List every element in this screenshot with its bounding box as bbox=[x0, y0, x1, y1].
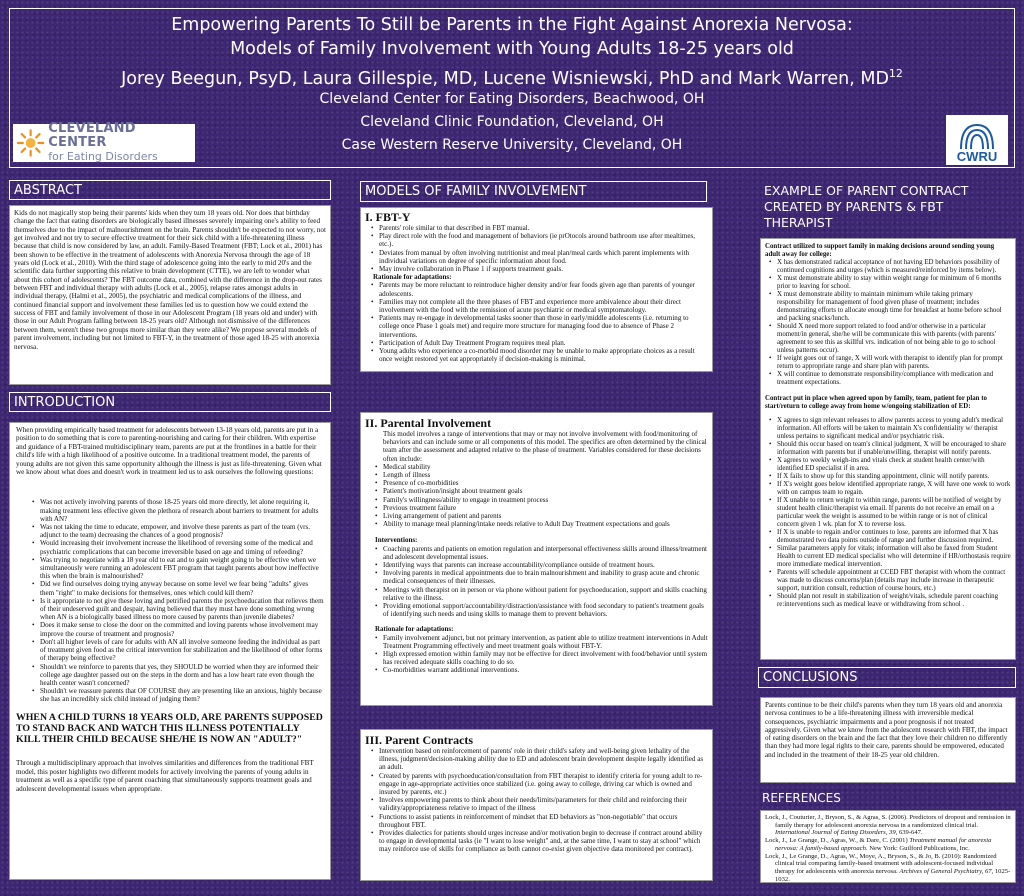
list-item: • X must demonstrate ability to maintain minimum while taking primary responsibility for management of food given phase of treatment; includes demonstrating efforts to allocate enough time for breakfast at home before school and packing snacks/lunch. bbox=[767, 291, 1011, 323]
parental-rationale-label: Rationale for adaptations: bbox=[375, 625, 454, 634]
list-item: • Was not taking the time to educate, empower, and involve these parents as part of the team (vrs. adjunct to the team) decreasing the chances of a good prognosis? bbox=[30, 523, 324, 539]
list-item: • Intervention based on reinforcement of parents' role in their child's safety and well-being given lethality of the illness, judgment/decision-making ability due to ED and adolescent brain development despite legally identified as an adult. bbox=[369, 747, 708, 772]
reference-item: Lock, J., Couturier, J., Bryson, S., & Agras, S. (2006). Predictors of dropout and remission in family therapy for adolescent anorexia nervosa in a randomized clinical trial. International Journal of Eating Disorders, 39, 639-647. bbox=[765, 814, 1011, 837]
introduction-box bbox=[9, 422, 331, 880]
contract-section1-title: Contract utilized to support family in making decisions around sending young adult away for college: bbox=[765, 243, 995, 258]
list-item: • Created by parents with psychoeducation/consultation from FBT therapist to identify criteria for young adult to re-engage in age-appropriate activities once stabilized (i.e. going away to college, driving car which is owned and insured by parents, etc.) bbox=[369, 772, 708, 797]
parental-involvement-box bbox=[360, 412, 713, 706]
abstract-title: ABSTRACT bbox=[9, 180, 331, 200]
list-item: • Involves empowering parents to think about their needs/limits/parameters for their child and reinforcing their validity/appropriateness relative to impact of the illness bbox=[369, 796, 708, 812]
list-item: • High expressed emotion within family may not be effective for direct involvement with food/behavior until system has received adequate skills coaching to do so. bbox=[373, 650, 708, 666]
list-item: • Families may not complete all the three phases of FBT and experience more ambivalence about their direct involvement with the food with the remission of acute psychiatric or medical symptomatology. bbox=[369, 298, 708, 314]
list-item: • X must demonstrate ability to stay within weight range for minimum of 6 months prior to leaving for school. bbox=[767, 275, 1011, 291]
parent-contracts-box bbox=[360, 729, 713, 881]
parental-intro: This model involves a range of interventions that may or may not involve involvement with food/monitoring of behaviors and can include some or all components of this model. The specifics are often determined by the clinical team after the assessment and adapted relative to the phase of treatment. Variables considered for these decisions often include: bbox=[383, 430, 707, 463]
list-item: • Should plan not result in stabilization of weight/vitals, schedule parent coaching re:interventions such as medical leave or withdrawing from school . bbox=[767, 593, 1011, 609]
cwru-arc-icon bbox=[957, 122, 997, 150]
fbt-y-rationale-label: Rationale for adaptations: bbox=[373, 273, 452, 282]
list-item: • Co-morbidities warrant additional interventions. bbox=[373, 666, 708, 674]
list-item: • Medical stability bbox=[373, 463, 708, 471]
introduction-title: INTRODUCTION bbox=[9, 392, 331, 412]
introduction-questions bbox=[16, 498, 324, 703]
poster-title-line2: Models of Family Involvement with Young Adults 18-25 years old bbox=[230, 39, 794, 59]
list-item: • Involving parents in medical appointments due to brain malnourishment and inability to grasp acute and chronic medical consequences of their illnesses. bbox=[373, 569, 708, 585]
fbt-y-box bbox=[360, 207, 713, 372]
list-item: • Provides dialectics for patients should urges increase and/or motivation begin to decrease if contract around ability to engage in developmental tasks (ie "I want to lose weight" and, at the same time, I want to stay at school" which may reinforce use of skills for compliance as both cannot co-exist given objective data monitored per contract). bbox=[369, 829, 708, 854]
affiliation-3: Case Western Reserve University, Cleveland, OH bbox=[341, 137, 683, 153]
list-item: • If X fails to show up for this standing appointment, clinic will notify parents. bbox=[767, 473, 1011, 481]
fbt-y-rationale-list bbox=[365, 281, 708, 363]
references-title: REFERENCES bbox=[762, 791, 841, 805]
list-item: • Is it appropriate to not give these loving and petrified parents the psychoeducation that relieves them of their undeserved guilt and despair, having believed that they must have done something wrong when AN is a biologically based illness no more caused by parents than juvenile diabetes? bbox=[30, 597, 324, 622]
list-item: • Play direct role with the food and management of behaviors (ie prOtocols around bathroom use after mealtimes, etc.). bbox=[369, 232, 708, 248]
decision-variables-list bbox=[365, 463, 708, 529]
list-item: • Ability to manage meal planning/intake needs relative to Adult Day Treatment expectations and goals bbox=[373, 520, 708, 528]
list-item: • Length of illness bbox=[373, 471, 708, 479]
list-item: • Young adults who experience a co-morbid mood disorder may be unable to make appropriate choices as a result once weight restored yet eat appropriately if decision-making is minimal. bbox=[369, 347, 708, 363]
list-item: • If X is unable to regain and/or continues to lose, parents are informed that X has demonstrated two data points outside of range and further discussion required. bbox=[767, 529, 1011, 545]
introduction-callout: WHEN A CHILD TURNS 18 YEARS OLD, ARE PARENTS SUPPOSED TO STAND BACK AND WATCH THIS ILLNESS POTENTIALLY KILL THEIR CHILD BECAUSE SHE/HE IS NOW AN "ADULT?" bbox=[16, 711, 323, 746]
list-item: • Did we find ourselves doing trying anyway because on some level we fear being "adults" gives them "right" to make decisions for themselves, ones which could kill them? bbox=[30, 580, 324, 596]
parental-involvement-heading: II. Parental Involvement bbox=[365, 416, 492, 430]
list-item: • May involve collaboration in Phase 1 if supports treatment goals. bbox=[369, 265, 708, 273]
contract-section2-title: Contract put in place when agreed upon by family, team, patient for plan to start/return to college away from home w/ongoing stabilization of ED: bbox=[765, 395, 987, 410]
list-item: • Was not actively involving parents of those 18-25 years old more directly, let alone requiring it, making treatment less effective given the plethora of research about barriers to treatment for adults with AN? bbox=[30, 498, 324, 523]
list-item: • Coaching parents and patients on emotion regulation and interpersonal effectiveness skills around illness/treatment and adolescent developmental issues. bbox=[373, 545, 708, 561]
list-item: • Parents may be more reluctant to reintroduce higher density and/or fear foods given age than parents of younger adolescents. bbox=[369, 281, 708, 297]
fbt-y-heading: I. FBT-Y bbox=[365, 210, 411, 224]
list-item: • Identifying ways that parents can increase accountability/compliance outside of treatment hours. bbox=[373, 561, 708, 569]
list-item: • Family's willingness/ability to engage in treatment process bbox=[373, 496, 708, 504]
list-item: • X has demonstrated radical acceptance of not having ED behaviors possibility of continued cognitions and urges (which is measured/reinforced by items below). bbox=[767, 259, 1011, 275]
list-item: • Family involvement adjunct, but not primary intervention, as patient able to utilize treatment interventions in Adult Treatment Programming effectively and meet treatment goals without FBT-Y. bbox=[373, 634, 708, 650]
interventions-label: Interventions: bbox=[375, 536, 418, 545]
parental-rationale-list bbox=[365, 634, 708, 675]
list-item: • Does it make sense to close the door on the committed and loving parents whose involvement may improve the course of treatment and prognosis? bbox=[30, 621, 324, 637]
list-item: • Presence of co-morbidities bbox=[373, 479, 708, 487]
list-item: • Providing emotional support/accountability/distraction/assistance with food secondary to patient's treatment goals of identifying such needs and using skills to manage them to prevent behaviors. bbox=[373, 602, 708, 618]
list-item: • If weight goes out of range, X will work with therapist to identify plan for prompt return to appropriate range and share plan with parents. bbox=[767, 355, 1011, 371]
models-title: MODELS OF FAMILY INVOLVEMENT bbox=[360, 181, 707, 202]
list-item: • Patients may re-engage in developmental tasks sooner than those in early/middle adolescents (i.e. returning to college once Phase 1 goals met) and require more structure for managing food due to absence of Phase 2 interventions. bbox=[369, 314, 708, 339]
conclusions-box bbox=[760, 697, 1016, 783]
conclusions-title: CONCLUSIONS bbox=[758, 667, 1016, 688]
list-item: • Living arrangement of patient and parents bbox=[373, 512, 708, 520]
list-item: • Similar parameters apply for vitals; information will also be faxed from Student Health to current ED medical specialist who will determine if HR/orthostasis require more immediate medical intervention. bbox=[767, 545, 1011, 569]
list-item: • X agrees to weekly weigh-ins and vitals check at student health center/with identified ED specialist if in area. bbox=[767, 457, 1011, 473]
authors-superscript: 12 bbox=[888, 67, 903, 80]
cleveland-center-logo bbox=[13, 121, 195, 163]
cwru-logo bbox=[946, 115, 1008, 165]
list-item: • X agrees to sign relevant releases to allow parents access to young adult's medical information. All efforts will be taken to maintain X's confidentiality w/ therapist unless pertains to significant medical and/or psychiatric risk. bbox=[767, 417, 1011, 441]
logo-text-line2: for Eating Disorders bbox=[48, 150, 158, 163]
list-item: • Was trying to negotiate with a 18 year old to eat and to gain weight going to be effective when we simultaneously were running an adolescent FBT program that taught parents about how ineffective this when the brain is malnourished? bbox=[30, 556, 324, 581]
list-item: • Parents will schedule appointment at CCED FBT therapist with whom the contract was made to discuss concerns/plan (details may include increase in therapeutic support, nutrition consult, reduction of course hours, etc.) bbox=[767, 569, 1011, 593]
introduction-closing: Through a multidisciplinary approach that involves similarities and differences from the traditional FBT model, this poster highlights two different models for actively involving the parents of young adults in treatment as well as a specific type of parent coaching that simultaneously supports treatment goals and adolescent developmental issues when appropriate. bbox=[16, 759, 314, 793]
list-item: • Should X need more support related to food and/or otherwise in a particular moment/in general, she/he will be communicate this with parents (with parents' agreement to see this as skillful vrs. indication of not being able to go to school unless patterns occur). bbox=[767, 323, 1011, 355]
list-item: • Deviates from manual by often involving nutritionist and meal plan/meal cards which parent implements with individual variations on degree of specific information about food. bbox=[369, 249, 708, 265]
list-item: • Participation of Adult Day Treatment Program requires meal plan. bbox=[369, 339, 708, 347]
contract-example-box bbox=[760, 238, 1016, 660]
list-item: • Parents' role similar to that described in FBT manual. bbox=[369, 224, 708, 232]
list-item: • Previous treatment failure bbox=[373, 504, 708, 512]
list-item: • Patient's motivation/insight about treatment goals bbox=[373, 487, 708, 495]
list-item: • If X unable to return weight to within range, parents will be notified of weight by student health clinic/therapist via email. If parents do not receive an email on a particular week the weight is assumed to be within range or is not of clinical concern given 1 wk. plan for X to reverse loss. bbox=[767, 497, 1011, 529]
list-item: • X will continue to demonstrate responsibility/compliance with medication and treatment expectations. bbox=[767, 371, 1011, 387]
poster-title-line1: Empowering Parents To Still be Parents in the Fight Against Anorexia Nervosa: bbox=[171, 15, 853, 35]
affiliation-1: Cleveland Center for Eating Disorders, Beachwood, OH bbox=[319, 91, 705, 107]
list-item: • Don't all higher levels of care for adults with AN all involve someone feeding the individual as part of treatment given food as the critical intervention for stabilization and the likelihood of other forms of therapy being effective? bbox=[30, 638, 324, 663]
parent-contracts-list bbox=[365, 747, 708, 854]
contract-section1-list bbox=[765, 259, 1011, 387]
abstract-box bbox=[9, 205, 331, 385]
list-item: • If X's weight goes below identified appropriate range, X will have one week to work with on campus team to regain. bbox=[767, 481, 1011, 497]
introduction-text: When providing empirically based treatment for adolescents between 13-18 years old, parents are put in a position to do something that is core to parenting-nourishing and caring for their children. With expertise and guidance of a FBT-trained multidisciplinary team, parents are put at the frontlines in a battle for their child's life with a high likelihood of a positive outcome. In a traditional treatment model, the parents of young adults are not given this same opportunity although the illness is just as life-threatening. Given what we know about what does and doesn't work in treatment led us to ask ourselves the following questions: bbox=[16, 426, 322, 477]
list-item: • Functions to assist patients in reinforcement of mindset that ED behaviors as "non-negotiable" that occurs throughout FBT. bbox=[369, 813, 708, 829]
reference-item: Lock, J., Le Grange, D., Agras, W., Moye, A., Bryson, S., & Jo, B. (2010): Randomized clinical trial comparing family-based treatment with adolescent-focused individual therapy for adolescents with anorexia nervosa. Archives of General Psychiatry, 67, 1025-1032. bbox=[765, 852, 1011, 883]
cwru-logo-text: CWRU bbox=[956, 149, 998, 164]
affiliation-2: Cleveland Clinic Foundation, Cleveland, OH bbox=[360, 114, 664, 130]
conclusions-text: Parents continue to be their child's parents when they turn 18 years old and anorexia nervosa continues to be a life-threatening illness with irreversible medical consequences, psychiatric impairments and a poor prognosis if not treated aggressively. Given what we know from the adolescent research with FBT, the impact of eating disorders on the brain and the fact that they love their children no differently than they had more legal rights to their care, parents should be empowered, educated and included in the treatment of their 18-25 year old children. bbox=[765, 701, 1008, 759]
list-item: • Would increasing their involvement increase the likelihood of reversing some of the medical and psychiatric complications that can become irreversible based on age and timing of refeeding? bbox=[30, 539, 324, 555]
list-item: • Shouldn't we reassure parents that OF COURSE they are presenting like an anxious, highly because she has an incredibly sick child instead of judging them? bbox=[30, 687, 324, 703]
contract-section2-list bbox=[765, 417, 1011, 609]
list-item: • Meetings with therapist on in person or via phone without patient for psychoeducation, support and skills coaching relative to the illness. bbox=[373, 586, 708, 602]
fbt-y-list bbox=[365, 224, 708, 273]
reference-item: Lock, J., Le Grange, D., Agras, W., & Dare, C. (2001) Treatment manual for anorexia nervosa: A family-based approach. New York: Guilford Publications, Inc. bbox=[765, 837, 992, 852]
logo-text-line1: CLEVELAND CENTER bbox=[48, 121, 136, 150]
poster-authors: Jorey Beegun, PsyD, Laura Gillespie, MD, Lucene Wisniewski, PhD and Mark Warren, MD$^{12}$ bbox=[121, 67, 903, 89]
parent-contracts-heading: III. Parent Contracts bbox=[365, 733, 474, 747]
interventions-list bbox=[365, 545, 708, 619]
contract-example-title: EXAMPLE OF PARENT CONTRACT CREATED BY PARENTS & FBT THERAPIST bbox=[764, 183, 969, 230]
sun-logo-icon bbox=[16, 128, 45, 158]
references-box bbox=[760, 810, 1016, 883]
abstract-text: Kids do not magically stop being their parents' kids when they turn 18 years old. Nor does that birthday change the fact that eating disorders are biologically based illnesses severely impairing one's ability to feed themselves due to the impact of malnourishment on the brain. Parents shouldn't be expected to not worry, not get involved and not try to secure effective treatment for their sick child with a life-threatening illness because that child is now considered by law, an adult. Family-Based Treatment (FBT; Lock et al., 2001) has been shown to be effective in the treatment of adolescents with Anorexia Nervosa through the age of 18 years old (Lock et al., 2010). With the third stage of adolescence going into the early to mid 20's and the scientific data further supporting this relative to brain development (CTTE), we are left to wonder what about this cohort of adolescents? The FBT outcome data, combined with the difference in the drop-out rates between FBT and individual therapy with adults (Lock et al., 2005), relapse rates amongst adults in individual therapy, (Halmi et al., 2005), the psychiatric and medical complications of the illness, and continued financial support and involvement these families led us to question how we could extend the success of FBT and family involvement of those in our Adolescent Program (18 years old and under) with those in our Adult Program falling between 18-25 years old? Although not dismissive of the differences between them, weren't these two groups more similar than they were alike? We propose several models of parent involvement, including but not limited to FBT-Y, in the treatment of those aged 18-25 with anorexia nervosa. bbox=[14, 209, 326, 351]
list-item: • Shouldn't we reinforce to parents that yes, they SHOULD be worried when they are informed their college age daughter passed out on the steps in the dorm and has a low heart rate even though the health center wasn't concerned? bbox=[30, 663, 324, 688]
list-item: • Should this occur based on team's clinical judgment, X will be encouraged to share information with parents but if unable/unwilling, therapist will notify parents. bbox=[767, 441, 1011, 457]
